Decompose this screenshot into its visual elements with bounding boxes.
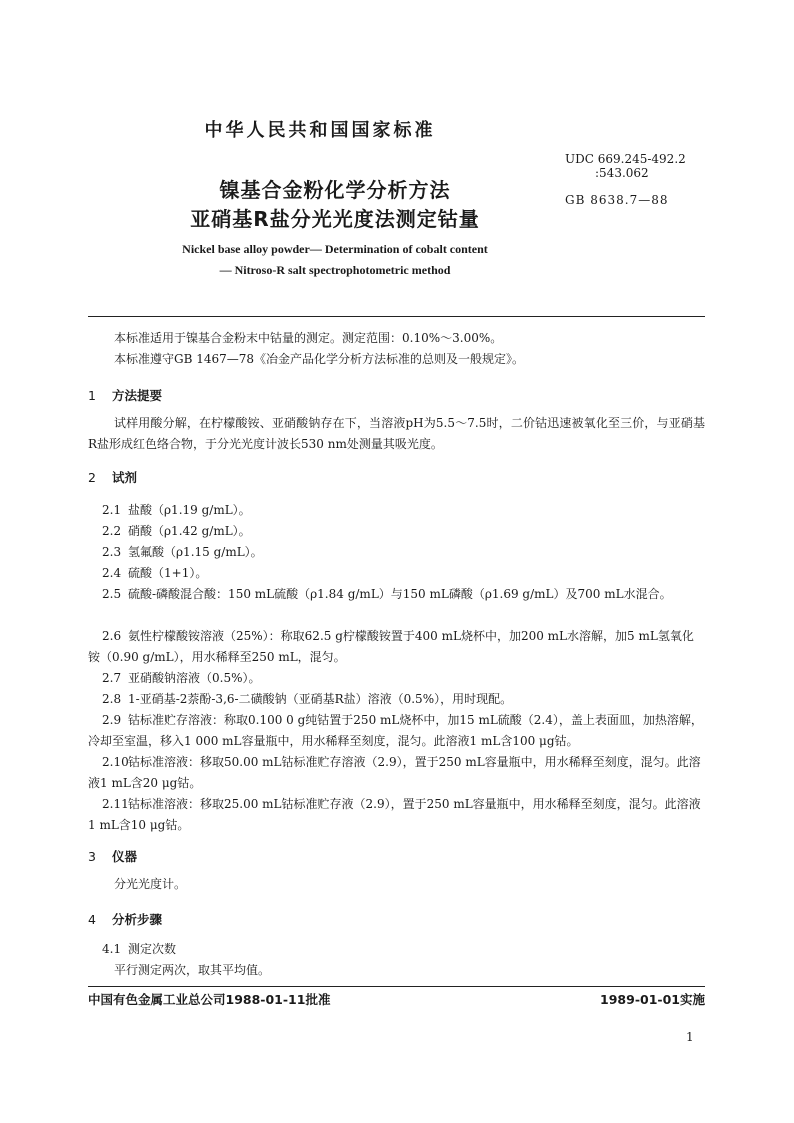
reagent-item [88, 752, 705, 794]
section-title: 试剂 [112, 470, 138, 485]
section-heading-2 [88, 468, 137, 486]
reagent-item [88, 542, 705, 563]
item-text: 氢氟酸（ρ1.15 g/mL）。 [128, 545, 263, 559]
reagent-item [88, 584, 705, 605]
item-text: 硝酸（ρ1.42 g/mL）。 [128, 524, 251, 538]
item-text: 氨性柠檬酸铵溶液（25%）：称取62.5 g柠檬酸铵置于400 mL烧杯中，加200 mL水溶解，加5 mL氢氧化铵（0.90 g/mL），用水稀释至250 mL，混匀。 [88, 629, 694, 664]
reagent-item [88, 500, 705, 521]
item-number: 2.5 [102, 587, 122, 601]
item-text: 钴标准溶液：移取25.00 mL钴标准贮存液（2.9），置于250 mL容量瓶中，用水稀释至刻度，混匀。此溶液1 mL含10 μg钴。 [88, 797, 701, 832]
item-number: 2.10 [102, 755, 129, 769]
section-title: 分析步骤 [112, 912, 163, 927]
item-number: 2.7 [102, 671, 122, 685]
page-number: 1 [686, 1030, 694, 1044]
item-text: 钴标准溶液：移取50.00 mL钴标准贮存溶液（2.9），置于250 mL容量瓶中，用水稀释至刻度，混匀。此溶液1 mL含20 μg钴。 [88, 755, 701, 790]
title-chinese-line2: 亚硝基R盐分光光度法测定钴量 [190, 207, 480, 231]
item-text: 1-亚硝基-2萘酚-3,6-二磺酸钠（亚硝基R盐）溶液（0.5%），用时现配。 [128, 692, 513, 706]
item-text: 亚硝酸钠溶液（0.5%）。 [128, 671, 261, 685]
reagent-item [88, 626, 705, 668]
section-number: 3 [88, 849, 96, 864]
gb-code: GB 8638.7—88 [565, 193, 669, 207]
subsection-heading [88, 939, 705, 960]
item-number: 2.3 [102, 545, 122, 559]
approval-date: 中国有色金属工业总公司1988-01-11批准 [88, 992, 331, 1007]
item-number: 2.8 [102, 692, 122, 706]
footer-divider [88, 986, 705, 987]
section-heading-3 [88, 847, 137, 865]
title-chinese-line1: 镍基合金粉化学分析方法 [219, 178, 451, 202]
section-1-body: 试样用酸分解，在柠檬酸铵、亚硝酸钠存在下，当溶液pH为5.5～7.5时，二价钴迅速被氧化至三价，与亚硝基R盐形成红色络合物，于分光光度计波长530 nm处测量其吸光度。 [88, 416, 705, 451]
section-number: 2 [88, 470, 96, 485]
section-heading-4 [88, 910, 162, 928]
section-title: 方法提要 [112, 388, 163, 403]
item-number: 4.1 [102, 942, 122, 956]
normative-paragraph: 本标准遵守GB 1467—78《冶金产品化学分析方法标准的总则及一般规定》。 [114, 352, 525, 366]
item-number: 2.6 [102, 629, 122, 643]
reagent-item [88, 710, 705, 752]
section-heading-1 [88, 386, 162, 404]
section-3-body: 分光光度计。 [114, 877, 187, 891]
item-number: 2.1 [102, 503, 122, 517]
title-english-line2: — Nitroso-R salt spectrophotometric method [219, 263, 451, 277]
standard-title: 中华人民共和国国家标准 [204, 120, 436, 141]
item-number: 2.11 [102, 797, 129, 811]
scope-paragraph: 本标准适用于镍基合金粉末中钴量的测定。测定范围：0.10%～3.00%。 [114, 331, 503, 345]
item-text: 盐酸（ρ1.19 g/mL）。 [128, 503, 251, 517]
reagent-item [88, 668, 705, 689]
reagent-item [88, 689, 705, 710]
udc-code-continued: :543.062 [595, 166, 649, 180]
item-number: 2.9 [102, 713, 122, 727]
subsection-body: 平行测定两次，取其平均值。 [114, 963, 271, 977]
title-english-line1: Nickel base alloy powder— Determination of cobalt content [182, 242, 488, 256]
item-text: 硫酸-磷酸混合酸：150 mL硫酸（ρ1.84 g/mL）与150 mL磷酸（ρ1.69 g/mL）及700 mL水混合。 [128, 587, 672, 601]
item-text: 钴标准贮存溶液：称取0.100 0 g纯钴置于250 mL烧杯中，加15 mL硫酸（2.4），盖上表面皿，加热溶解，冷却至室温，移入1 000 mL容量瓶中，用水稀释至刻度，混匀。此溶液1 mL含100 μg钴。 [88, 713, 703, 748]
header-divider [88, 316, 705, 317]
item-number: 2.2 [102, 524, 122, 538]
item-number: 2.4 [102, 566, 122, 580]
reagent-item [88, 563, 705, 584]
item-text: 硫酸（1+1）。 [128, 566, 208, 580]
section-number: 4 [88, 912, 96, 927]
section-number: 1 [88, 388, 96, 403]
effective-date: 1989-01-01实施 [600, 992, 705, 1007]
item-text: 测定次数 [128, 942, 177, 956]
reagent-item [88, 794, 705, 836]
udc-code: UDC 669.245-492.2 [565, 152, 686, 166]
reagent-item [88, 521, 705, 542]
section-title: 仪器 [112, 849, 138, 864]
